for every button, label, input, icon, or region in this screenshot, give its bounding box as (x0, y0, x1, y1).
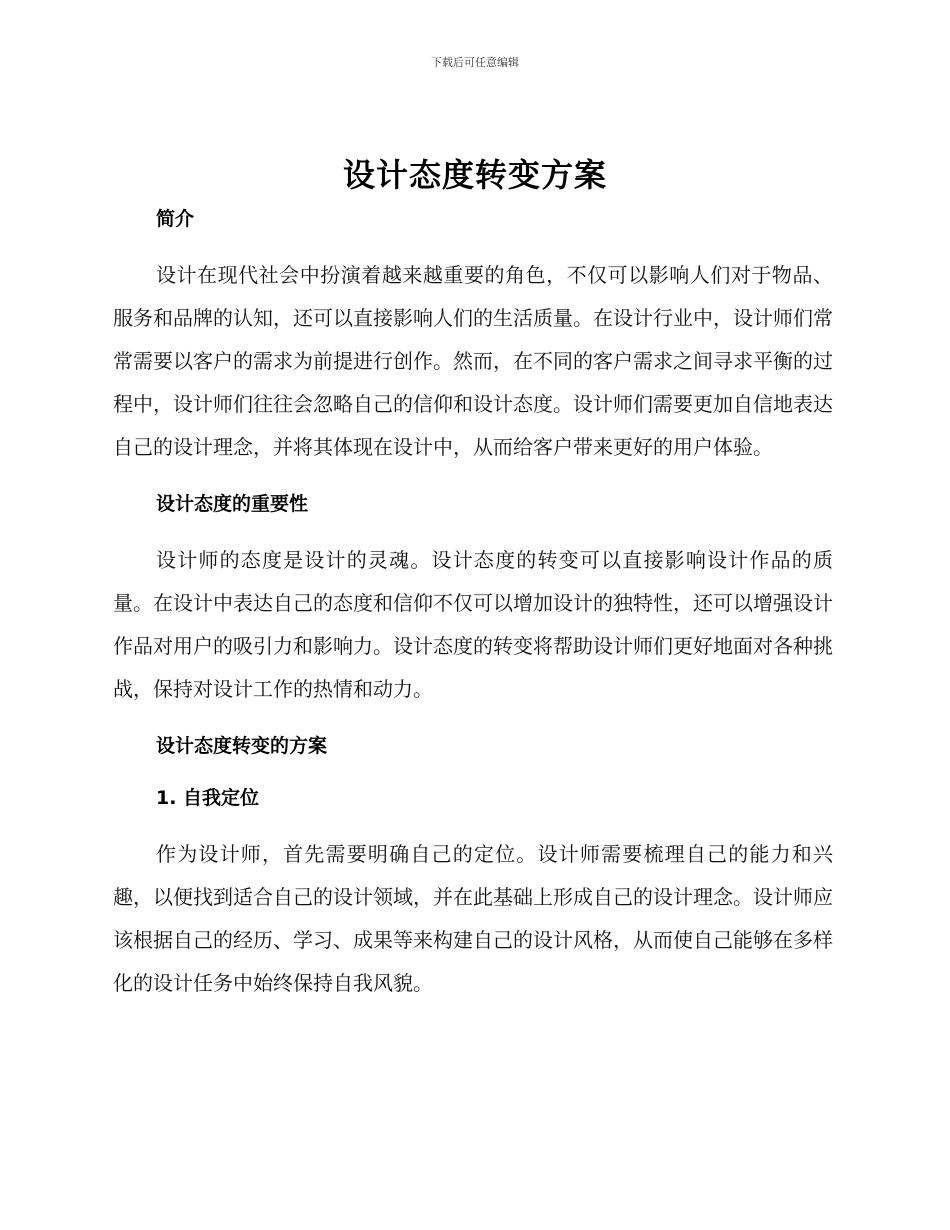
section-heading-importance: 设计态度的重要性 (156, 493, 309, 515)
section-heading-plan: 设计态度转变的方案 (156, 735, 328, 757)
section-heading-self-positioning: 1. 自我定位 (156, 787, 260, 809)
section-paragraph-intro: 设计在现代社会中扮演着越来越重要的角色，不仅可以影响人们对于物品、服务和品牌的认知，还可以直接影响人们的生活质量。在设计行业中，设计师们常常需要以客户的需求为前提进行创作。然而，在不同的客户需求之间寻求平衡的过程中，设计师们往往会忽略自己的信仰和设计态度。设计师们需要更加自信地表达自己的设计理念，并将其体现在设计中，从而给客户带来更好的用户体验。 (113, 263, 833, 459)
section-paragraph-importance: 设计师的态度是设计的灵魂。设计态度的转变可以直接影响设计作品的质量。在设计中表达自己的态度和信仰不仅可以增加设计的独特性，还可以增强设计作品对用户的吸引力和影响力。设计态度的转变将帮助设计师们更好地面对各种挑战，保持对设计工作的热情和动力。 (113, 548, 833, 701)
document-body (113, 202, 833, 1005)
document-title: 设计态度转变方案 (342, 156, 607, 194)
header-note: 下载后可任意编辑 (431, 56, 519, 69)
section-paragraph-self-positioning: 作为设计师，首先需要明确自己的定位。设计师需要梳理自己的能力和兴趣，以便找到适合自己的设计领域，并在此基础上形成自己的设计理念。设计师应该根据自己的经历、学习、成果等来构建自己的设计风格，从而使自己能够在多样化的设计任务中始终保持自我风貌。 (113, 842, 833, 995)
section-heading-intro: 简介 (156, 208, 195, 230)
